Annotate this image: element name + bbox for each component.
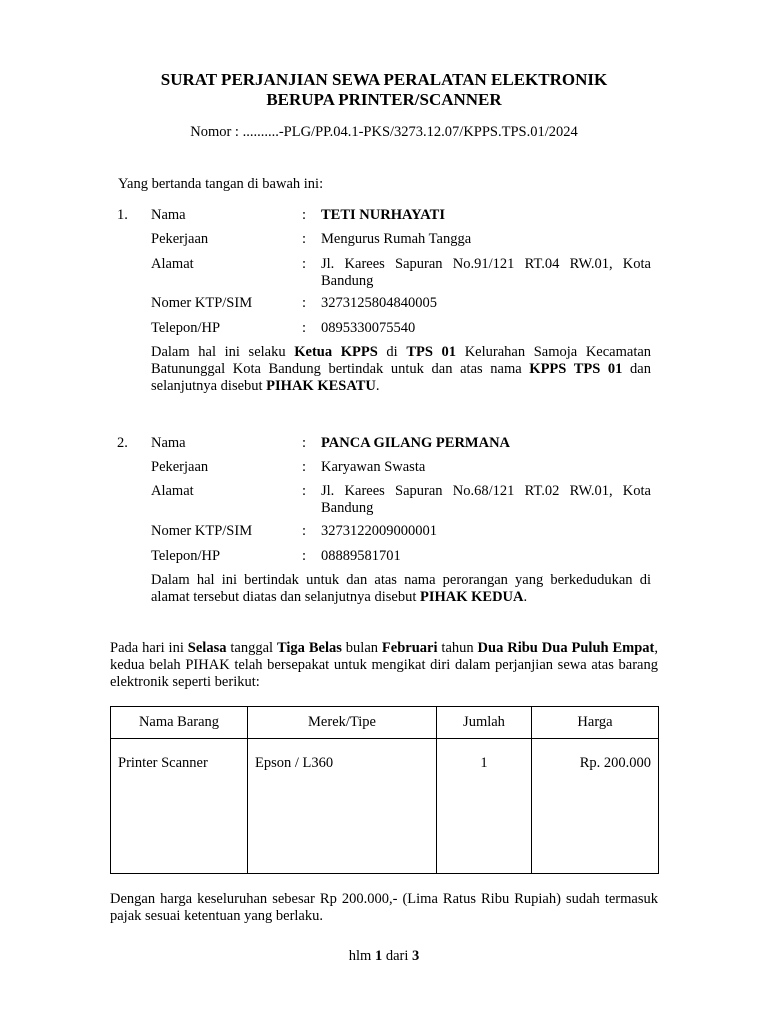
party-1-description: Dalam hal ini selaku Ketua KPPS di TPS 01 Kelurahan Samoja Kecamatan Batununggal Kota Bandung bertindak untuk dan atas nama KPPS TPS 01 dan selanjutnya disebut PIHAK KESATU. xyxy=(151,344,652,394)
colon: : xyxy=(302,231,307,247)
page-footer: hlm 1 dari 3 xyxy=(348,948,420,964)
header-harga: Harga xyxy=(532,707,659,739)
party-1-alamat-value: Jl. Karees Sapuran No.91/121 RT.04 RW.01, Kota Bandung xyxy=(321,256,651,289)
party-2-telepon-label: Telepon/HP xyxy=(151,548,221,564)
party-1-alamat-label: Alamat xyxy=(151,256,194,272)
party-1-ktp-label: Nomer KTP/SIM xyxy=(151,295,253,311)
party-1-number: 1. xyxy=(117,207,128,223)
party-1-telepon-label: Telepon/HP xyxy=(151,320,221,336)
party-2-number: 2. xyxy=(117,435,128,451)
total-price-text: Dengan harga keseluruhan sebesar Rp 200.000,- (Lima Ratus Ribu Rupiah) sudah termasuk pajak sesuai ketentuan yang berlaku. xyxy=(110,891,658,924)
party-1-pekerjaan-value: Mengurus Rumah Tangga xyxy=(321,231,472,247)
agreement-paragraph: Pada hari ini Selasa tanggal Tiga Belas bulan Februari tahun Dua Ribu Dua Puluh Empat, kedua belah PIHAK telah bersepakat untuk mengikat diri dalam perjanjian sewa atas barang elektronik seperti berikut: xyxy=(110,640,659,690)
colon: : xyxy=(302,295,307,311)
party-2-nama-value: PANCA GILANG PERMANA xyxy=(321,435,511,451)
current-page-number: 1 xyxy=(374,948,383,964)
header-merek-tipe: Merek/Tipe xyxy=(248,707,437,739)
header-jumlah: Jumlah xyxy=(437,707,532,739)
rental-items-table xyxy=(110,706,659,874)
document-number: Nomor : ..........-PLG/PP.04.1-PKS/3273.12.07/KPPS.TPS.01/2024 xyxy=(190,124,578,140)
table-header-row xyxy=(111,707,659,739)
party-1-pekerjaan-label: Pekerjaan xyxy=(151,231,209,247)
party-2-ktp-value: 3273122009000001 xyxy=(321,523,437,539)
header-nama-barang: Nama Barang xyxy=(111,707,248,739)
party-2-ktp-label: Nomer KTP/SIM xyxy=(151,523,253,539)
cell-merek-tipe: Epson / L360 xyxy=(248,739,437,874)
colon: : xyxy=(302,320,307,336)
intro-text: Yang bertanda tangan di bawah ini: xyxy=(118,176,324,192)
party-1-nama-label: Nama xyxy=(151,207,186,223)
cell-harga: Rp. 200.000 xyxy=(532,739,659,874)
party-2-description: Dalam hal ini bertindak untuk dan atas nama perorangan yang berkedudukan di alamat tersebut diatas dan selanjutnya disebut PIHAK KEDUA. xyxy=(151,572,651,605)
document-title-line2: BERUPA PRINTER/SCANNER xyxy=(266,90,502,109)
party-1-telepon-value: 0895330075540 xyxy=(321,320,416,336)
party-2-nama-label: Nama xyxy=(151,435,186,451)
total-page-count: 3 xyxy=(411,948,420,964)
colon: : xyxy=(302,256,307,272)
party-1-ktp-value: 3273125804840005 xyxy=(321,295,437,311)
colon: : xyxy=(302,459,307,475)
cell-jumlah: 1 xyxy=(437,739,532,874)
colon: : xyxy=(302,548,307,564)
table-row xyxy=(111,739,659,874)
party-1-nama-value: TETI NURHAYATI xyxy=(321,207,445,223)
party-2-telepon-value: 08889581701 xyxy=(321,548,401,564)
party-2-pekerjaan-label: Pekerjaan xyxy=(151,459,209,475)
party-2-alamat-value: Jl. Karees Sapuran No.68/121 RT.02 RW.01, Kota Bandung xyxy=(321,483,651,516)
colon: : xyxy=(302,523,307,539)
colon: : xyxy=(302,435,307,451)
party-2-pekerjaan-value: Karyawan Swasta xyxy=(321,459,426,475)
party-2-alamat-label: Alamat xyxy=(151,483,194,499)
colon: : xyxy=(302,483,307,499)
document-title-line1: SURAT PERJANJIAN SEWA PERALATAN ELEKTRONIK xyxy=(160,70,608,89)
colon: : xyxy=(302,207,307,223)
cell-nama-barang: Printer Scanner xyxy=(111,739,248,874)
